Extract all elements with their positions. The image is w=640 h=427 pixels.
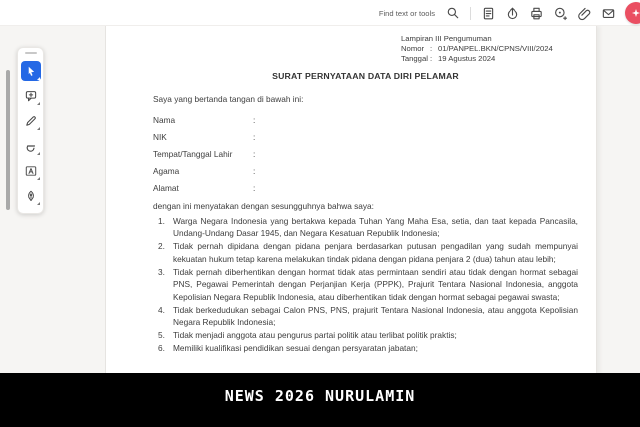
header-line-lampiran: Lampiran III Pengumuman [401,34,492,43]
field-label: NIK [153,132,167,143]
item-number: 4. [158,304,165,315]
left-scrollbar[interactable] [6,70,10,210]
field-colon: : [253,132,256,143]
statement-list [153,215,578,355]
erase-tool[interactable] [21,136,41,156]
draw-tool[interactable] [21,111,41,131]
field-colon: : [253,183,256,194]
palette-drag-handle[interactable] [25,52,37,54]
list-item [158,215,578,240]
field-row-nama [153,114,578,131]
field-label: Nama [153,115,176,126]
save-document-icon[interactable] [481,6,496,21]
news-banner-text: NEWS 2026 NURULAMIN [224,387,416,405]
field-colon: : [253,166,256,177]
document-viewport [0,26,640,427]
add-comment-tool[interactable] [21,86,41,106]
comment-plus-icon [24,89,38,103]
list-item [158,304,578,329]
item-number: 6. [158,342,165,353]
document-title: SURAT PERNYATAAN DATA DIRI PELAMAR [272,70,459,81]
field-row-nik [153,131,578,148]
toolbar-actions [379,0,640,26]
field-colon: : [253,115,256,126]
print-icon[interactable] [529,6,544,21]
field-colon: : [253,149,256,160]
share-upload-icon[interactable] [505,6,520,21]
email-icon[interactable] [601,6,616,21]
item-text: Memiliki kualifikasi pendidikan sesuai dengan persyaratan jabatan; [173,342,418,353]
item-text: Warga Negara Indonesia yang bertakwa kepada Tuhan Yang Maha Esa, setia, dan taat kepada Pancasila, Undang-Undang Dasar 1945, dan Negara Kesatuan Republik Indonesia; [173,215,578,239]
header-nomor-sep: : [430,44,433,54]
item-number: 1. [158,215,165,226]
document-body [153,34,578,354]
field-row-agama [153,165,578,182]
ai-assistant-icon[interactable] [625,2,640,24]
find-tools-label[interactable]: Find text or tools [378,8,435,18]
header-tanggal-value: 19 Agustus 2024 [438,54,496,64]
list-item [158,240,578,265]
item-number: 5. [158,330,165,341]
news-banner [0,373,640,427]
cursor-icon [24,64,38,78]
loop-icon [24,139,38,153]
add-text-box-tool[interactable] [21,161,41,181]
item-number: 2. [158,241,165,252]
intro-line: Saya yang bertanda tangan di bawah ini: [153,94,304,105]
list-item [158,342,578,355]
field-label: Agama [153,166,180,177]
field-row-ttl [153,148,578,165]
field-row-alamat [153,182,578,199]
header-nomor-label: Nomor [401,44,425,54]
search-icon[interactable] [445,6,460,21]
item-text: Tidak berkedudukan sebagai Calon PNS, PNS, prajurit Tentara Nasional Indonesia, atau anggota Kepolisian Negara Republik Indonesia; [173,304,578,328]
quick-tools-palette [17,47,44,214]
link-icon[interactable] [577,6,592,21]
item-text: Tidak menjadi anggota atau pengurus partai politik atau terlibat politik praktis; [173,330,457,341]
toolbar-divider [470,7,471,20]
pen-nib-icon [24,189,38,203]
select-tool[interactable] [21,61,41,81]
field-label: Tempat/Tanggal Lahir [153,149,233,160]
header-tanggal-sep: : [430,54,433,64]
request-signature-icon[interactable] [553,6,568,21]
list-item [158,266,578,304]
statement-intro: dengan ini menyatakan dengan sesungguhnya bahwa saya: [153,201,374,212]
item-text: Tidak pernah dipidana dengan pidana penjara berdasarkan putusan pengadilan yang sudah mempunyai kekuatan hukum tetap karena melakukan tindak pidana dengan pidana penjara 2 (dua) tahun atau lebih; [173,241,578,264]
item-number: 3. [158,266,165,277]
pencil-icon [24,114,38,128]
top-toolbar [0,0,640,26]
item-text: Tidak pernah diberhentikan dengan hormat tidak atas permintaan sendiri atau tidak dengan hormat sebagai PNS, Pegawai Pemerintah dengan Perjanjian Kerja (PPPK), Prajurit Tentara Nasional Indonesia, anggota Kepolisian Negara Republik Indonesia, atau diberhentikan tidak dengan hormat sebagai pegawai swasta; [173,266,578,302]
document-header [401,34,578,65]
list-item [158,329,578,342]
sign-tool[interactable] [21,186,41,206]
header-tanggal-label: Tanggal [401,54,428,64]
header-nomor-value: 01/PANPEL.BKN/CPNS/VIII/2024 [438,44,553,54]
field-label: Alamat [153,183,179,194]
text-box-icon [24,164,38,178]
pdf-page [105,26,597,427]
identity-fields [153,114,578,199]
